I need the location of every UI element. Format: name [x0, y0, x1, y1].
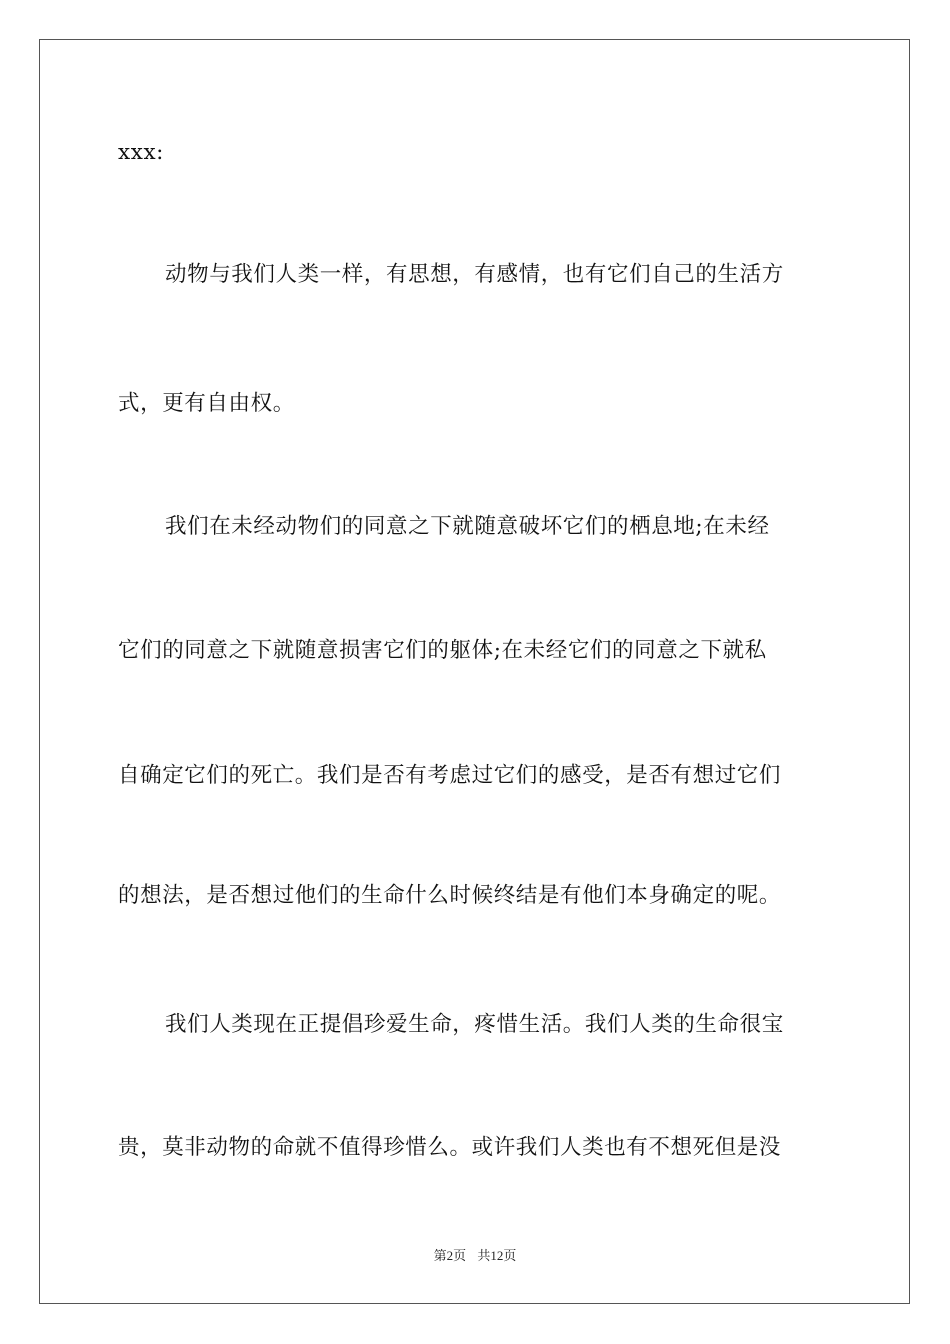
paragraph-2-line-4: 的想法，是否想过他们的生命什么时候终结是有他们本身确定的呢。	[118, 883, 782, 908]
paragraph-2-line-1: 我们在未经动物们的同意之下就随意破坏它们的栖息地;在未经	[165, 514, 770, 539]
paragraph-1-line-2: 式，更有自由权。	[118, 391, 295, 416]
page-number: 第2页	[433, 1248, 467, 1263]
salutation: xxx:	[118, 140, 165, 165]
page-total: 共12页	[477, 1248, 517, 1263]
paragraph-2-line-3: 自确定它们的死亡。我们是否有考虑过它们的感受，是否有想过它们	[118, 763, 782, 788]
paragraph-2-line-2: 它们的同意之下就随意损害它们的躯体;在未经它们的同意之下就私	[118, 638, 767, 663]
page-frame	[39, 39, 910, 1304]
paragraph-1-line-1: 动物与我们人类一样，有思想，有感情，也有它们自己的生活方	[165, 262, 784, 287]
paragraph-3-line-1: 我们人类现在正提倡珍爱生命，疼惜生活。我们人类的生命很宝	[165, 1012, 784, 1037]
page-footer	[0, 1247, 950, 1265]
paragraph-3-line-2: 贵，莫非动物的命就不值得珍惜么。或许我们人类也有不想死但是没	[118, 1135, 782, 1160]
